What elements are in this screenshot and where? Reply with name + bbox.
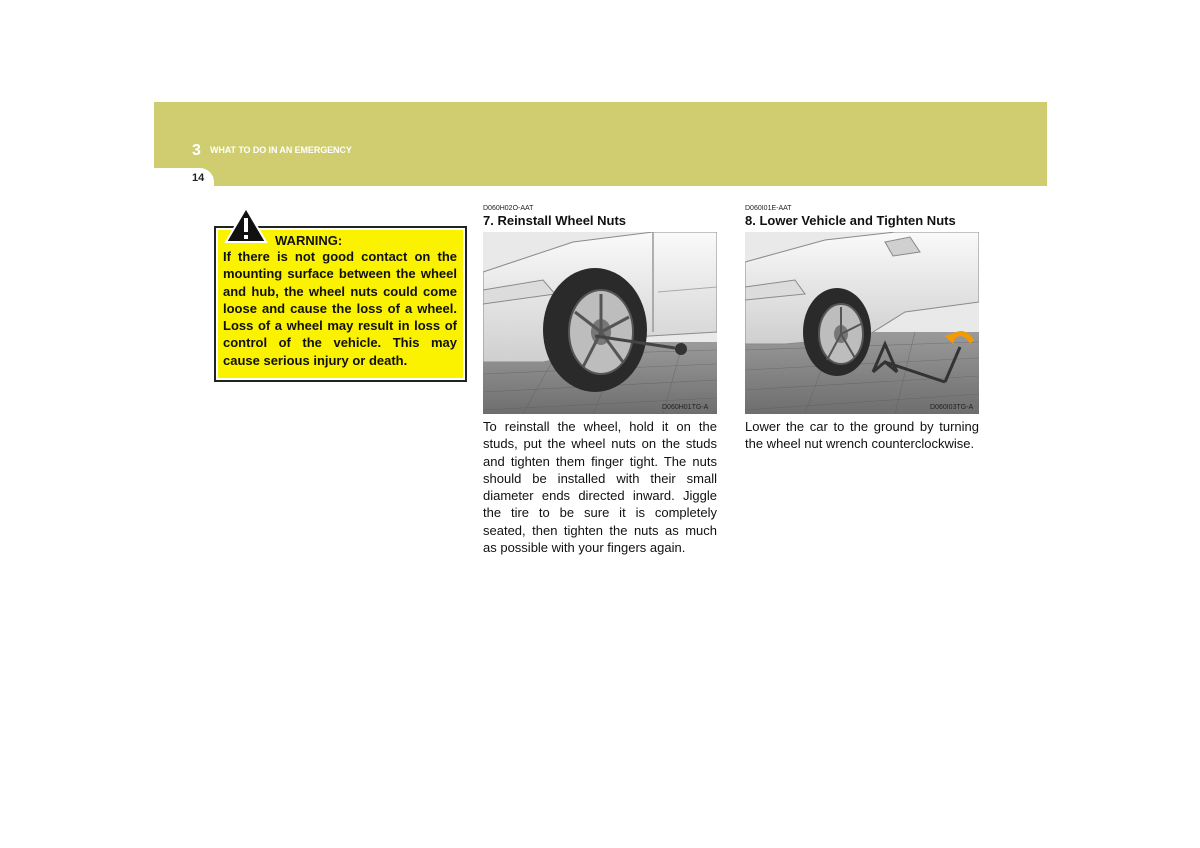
figure-code: D060H01TG-A — [662, 404, 709, 411]
reinstall-wheel-figure — [483, 232, 717, 414]
lower-vehicle-figure — [745, 232, 979, 414]
page-number-tab — [154, 168, 214, 186]
figure-code: D060I03TG-A — [930, 404, 974, 411]
warning-triangle-icon — [224, 206, 268, 244]
section-code: D060H02O-AAT — [483, 205, 534, 212]
page-number: 14 — [192, 172, 205, 184]
car-jack-illustration — [745, 232, 979, 414]
car-wheel-wrench-illustration — [483, 232, 717, 414]
chapter-header-band — [154, 102, 1047, 186]
section-code: D060I01E-AAT — [745, 205, 792, 212]
chapter-number: 3 — [192, 142, 201, 159]
section-title: 7. Reinstall Wheel Nuts — [483, 213, 627, 228]
warning-text: If there is not good contact on the mounting surface between the wheel and hub, the wheel nuts could come loose and cause the loss of a wheel. Loss of a wheel may result in loss of control of the vehicle. This may cause serious injury or death. — [223, 249, 457, 368]
section-title: 8. Lower Vehicle and Tighten Nuts — [745, 213, 956, 228]
section-body-text: Lower the car to the ground by turning the wheel nut wrench counterclockwise. — [745, 419, 979, 452]
chapter-title: WHAT TO DO IN AN EMERGENCY — [210, 145, 352, 155]
section-body-text: To reinstall the wheel, hold it on the studs, put the wheel nuts on the studs and tighten them finger tight. The nuts should be installed with their small diameter ends directed inward. Jiggle the tire to be sure it is completely seated, then tighten the nuts as much as possible with your fingers again. — [483, 419, 717, 556]
warning-title: WARNING: — [275, 233, 343, 248]
